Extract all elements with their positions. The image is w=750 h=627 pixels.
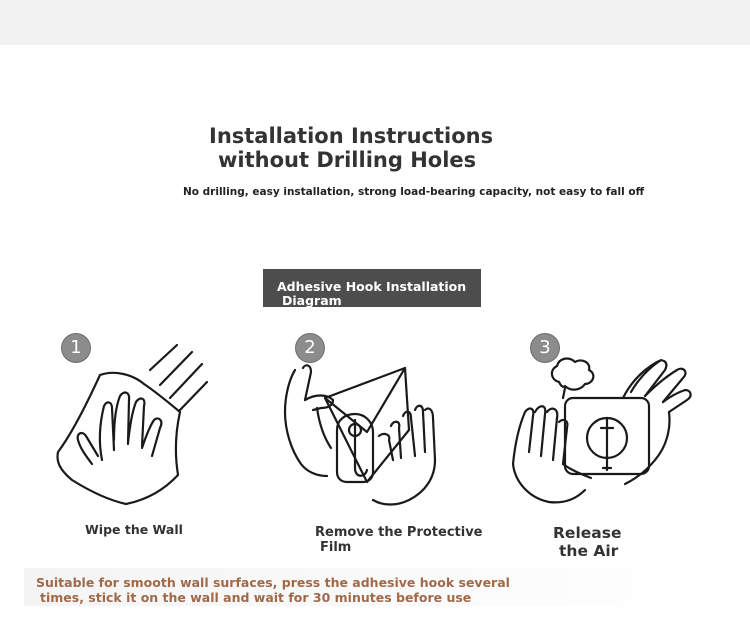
press-release-air-icon [505,352,695,512]
step-3-caption-line-1: Release [553,524,622,542]
title-line-1: Installation Instructions [209,124,494,148]
page-title [209,124,493,172]
peel-film-hook-icon [275,360,455,510]
banner-line-1: Adhesive Hook Installation [277,279,467,294]
usage-note-line-1: Suitable for smooth wall surfaces, press the adhesive hook several [36,575,510,590]
top-band [0,0,750,45]
usage-note-line-2: times, stick it on the wall and wait for 30 minutes before use [40,590,472,605]
step-2-caption [315,525,483,555]
step-2-badge: 2 [296,334,324,362]
step-2-caption-line-2: Film [320,540,352,555]
page-subtitle: No drilling, easy installation, strong load-bearing capacity, not easy to fall off [183,186,645,198]
step-2-caption-line-1: Remove the Protective [315,525,483,540]
step-1-caption [85,522,183,537]
step-3-caption [553,524,621,560]
diagram-banner [263,269,481,307]
step-1-caption-line-1: Wipe the Wall [85,522,183,537]
wipe-hand-cloth-icon [52,340,222,510]
step-3-badge: 3 [531,334,559,362]
title-line-2: without Drilling Holes [218,148,477,172]
step-1-badge: 1 [62,334,90,362]
step-3-caption-line-2: the Air [559,542,619,560]
usage-note [36,575,510,605]
banner-line-2: Diagram [282,293,342,307]
